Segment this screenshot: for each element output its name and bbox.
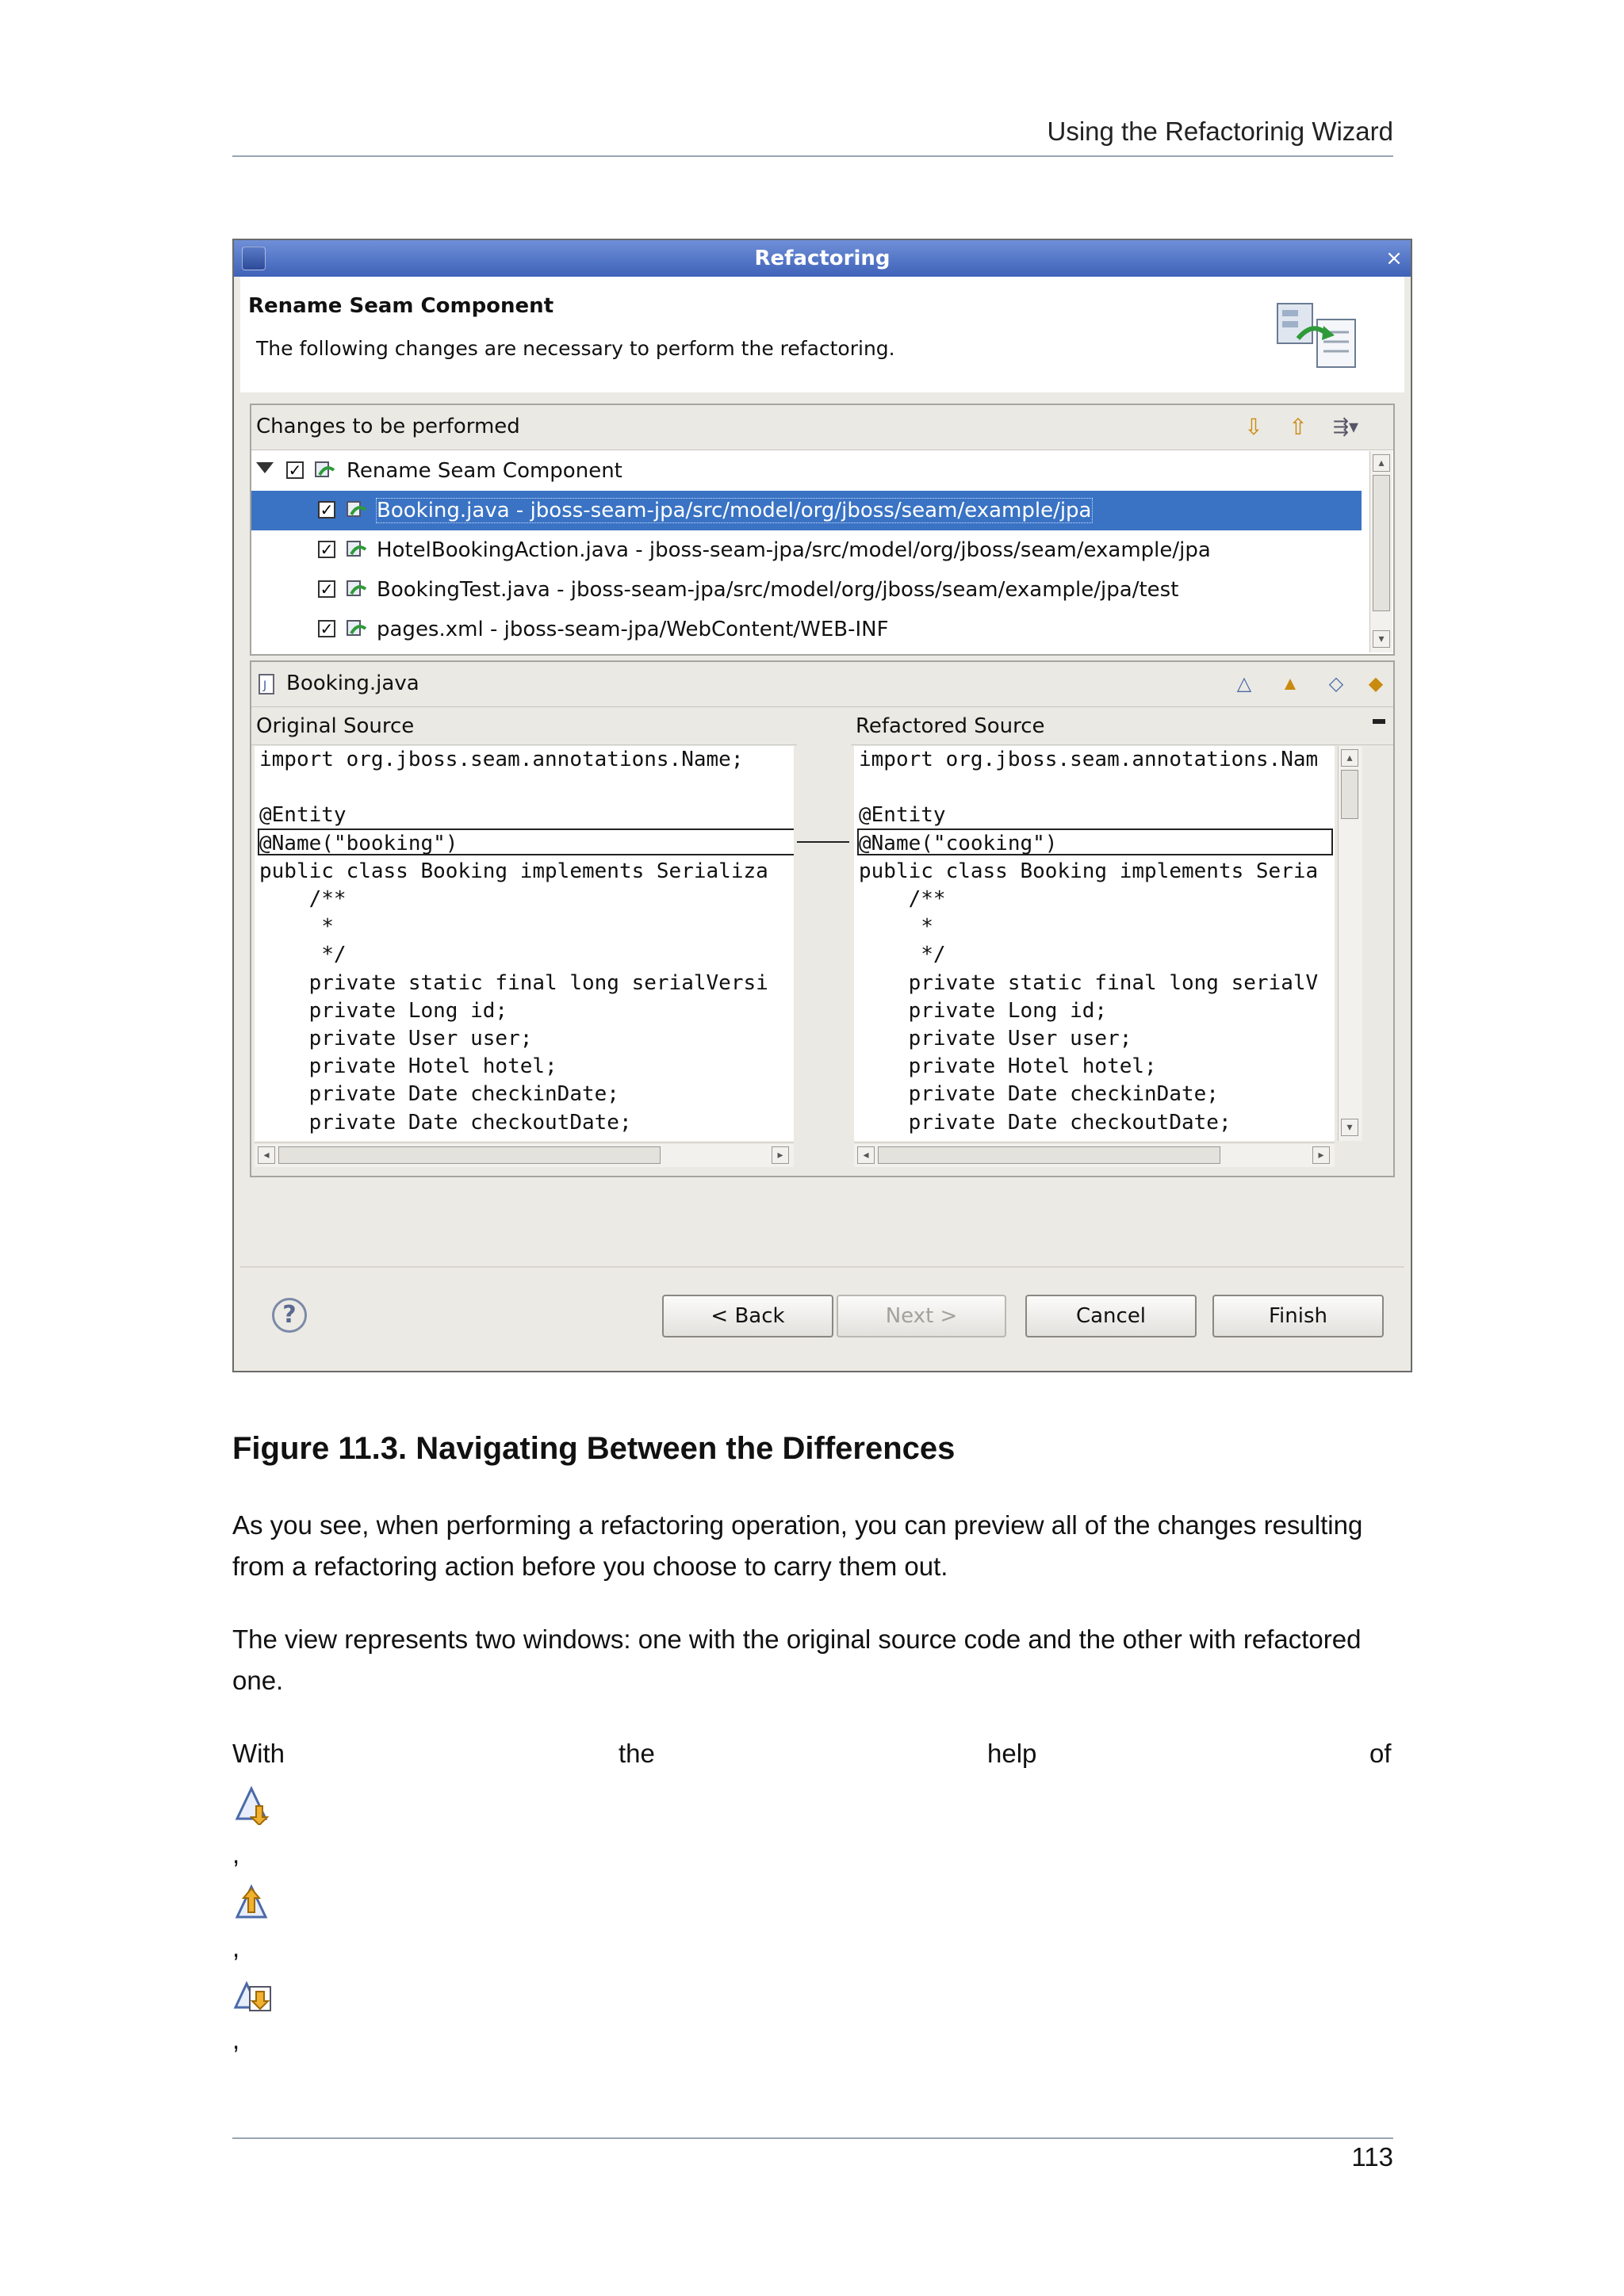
- original-source-label: Original Source: [256, 714, 415, 738]
- close-icon[interactable]: ×: [1385, 247, 1403, 270]
- diff-connector: [797, 841, 849, 843]
- code-line: private User user;: [259, 1027, 533, 1050]
- original-source-editor[interactable]: [255, 746, 794, 1141]
- scroll-thumb[interactable]: [1373, 475, 1390, 611]
- banner-title: Rename Seam Component: [248, 294, 554, 318]
- justified-word: the: [619, 1739, 655, 1768]
- refactored-source-header: [851, 708, 1393, 745]
- button-bar-separator: [240, 1266, 1404, 1268]
- finish-button[interactable]: Finish: [1212, 1295, 1384, 1337]
- scroll-left-icon[interactable]: ◂: [258, 1146, 275, 1164]
- original-source-header: [251, 708, 797, 745]
- header-rule: [232, 155, 1393, 157]
- scroll-right-icon[interactable]: ▸: [1312, 1146, 1330, 1164]
- code-line: *: [259, 915, 334, 939]
- next-change-nav-icon[interactable]: ◇: [1328, 673, 1344, 695]
- tree-item-label: BookingTest.java - jboss-seam-jpa/src/model/org/jboss/seam/example/jpa/test: [377, 578, 1179, 602]
- tree-item-hotelbookingaction[interactable]: [251, 530, 1362, 570]
- diff-gutter: [797, 746, 849, 1141]
- previous-difference-icon: [232, 1881, 275, 1923]
- tree-item-pages-xml[interactable]: [251, 610, 1362, 649]
- tree-item-label: pages.xml - jboss-seam-jpa/WebContent/WEB-INF: [377, 618, 889, 641]
- tree-item-bookingtest[interactable]: [251, 570, 1362, 610]
- original-hscroll[interactable]: [255, 1142, 794, 1167]
- scroll-thumb[interactable]: [878, 1146, 1220, 1164]
- code-line: @Name("cooking"): [859, 831, 1058, 855]
- tree-root-row[interactable]: [251, 451, 1362, 491]
- previous-change-icon[interactable]: ⇧: [1289, 415, 1308, 439]
- justified-word: With: [232, 1739, 285, 1768]
- code-line: private Long id;: [259, 998, 508, 1023]
- refactored-source-editor[interactable]: [854, 746, 1335, 1141]
- code-line: private Hotel hotel;: [859, 1054, 1157, 1079]
- code-line: @Entity: [859, 803, 946, 828]
- code-line: private User user;: [859, 1027, 1132, 1050]
- compare-file-header: [251, 662, 1393, 707]
- code-line: private Hotel hotel;: [259, 1054, 557, 1079]
- code-line: */: [859, 943, 946, 967]
- comma: ,: [232, 2025, 240, 2054]
- next-change-icon: [232, 1976, 275, 2019]
- code-line: private Long id;: [859, 998, 1108, 1023]
- scroll-thumb[interactable]: [1341, 770, 1358, 819]
- code-line: *: [859, 915, 933, 939]
- scroll-down-icon[interactable]: ▾: [1373, 630, 1390, 648]
- java-change-icon: [345, 578, 369, 600]
- code-line: private static final long serialV: [859, 970, 1319, 995]
- paragraph-two-windows: The view represents two windows: one with the original source code and the other with refactored one.: [232, 1624, 1362, 1695]
- diff-overview-marker[interactable]: [1373, 719, 1385, 724]
- code-line: @Name("booking"): [259, 831, 458, 855]
- code-line: private Date checkoutDate;: [259, 1110, 632, 1135]
- comma: ,: [232, 1933, 240, 1962]
- refactored-vscroll[interactable]: [1338, 746, 1362, 1141]
- java-file-icon: [258, 673, 277, 695]
- refactoring-dialog: [232, 239, 1412, 1372]
- justified-word: help: [987, 1739, 1037, 1768]
- tree-item-label: Booking.java - jboss-seam-jpa/src/model/org/jboss/seam/example/jpa: [377, 499, 1092, 522]
- compare-file-name: Booking.java: [286, 672, 419, 695]
- item-checkbox[interactable]: ✓: [318, 541, 335, 558]
- scroll-up-icon[interactable]: ▴: [1341, 749, 1358, 767]
- scroll-up-icon[interactable]: ▴: [1373, 454, 1390, 472]
- java-change-icon: [345, 538, 369, 561]
- tree-item-label: HotelBookingAction.java - jboss-seam-jpa/src/model/org/jboss/seam/example/jpa: [377, 538, 1211, 562]
- wizard-banner: [240, 277, 1404, 392]
- tree-scrollbar[interactable]: [1369, 451, 1392, 652]
- code-line: import org.jboss.seam.annotations.Name;: [259, 748, 744, 771]
- code-line: @Entity: [259, 803, 347, 828]
- code-line: public class Booking implements Serializa: [259, 859, 768, 883]
- item-checkbox[interactable]: ✓: [318, 620, 335, 637]
- code-line: private Date checkinDate;: [859, 1082, 1219, 1107]
- changes-tree: [251, 451, 1362, 652]
- code-line: /**: [259, 887, 347, 911]
- next-button[interactable]: Next >: [837, 1295, 1006, 1337]
- changes-panel: [250, 404, 1395, 656]
- previous-change-nav-icon[interactable]: ◆: [1368, 673, 1384, 695]
- help-icon[interactable]: ?: [272, 1298, 307, 1333]
- code-line: public class Booking implements Seria: [859, 859, 1319, 883]
- code-line: private Date checkoutDate;: [859, 1110, 1231, 1135]
- banner-description: The following changes are necessary to perform the refactoring.: [256, 337, 895, 360]
- code-line: private static final long serialVersi: [259, 970, 768, 995]
- changes-header-label: Changes to be performed: [256, 415, 520, 438]
- figure-caption: Figure 11.3. Navigating Between the Differences: [232, 1431, 956, 1466]
- back-button[interactable]: < Back: [662, 1295, 833, 1337]
- scroll-thumb[interactable]: [278, 1146, 661, 1164]
- refactored-hscroll[interactable]: [854, 1142, 1335, 1167]
- footer-rule: [232, 2137, 1393, 2139]
- item-checkbox[interactable]: ✓: [318, 501, 335, 519]
- cancel-button[interactable]: Cancel: [1025, 1295, 1197, 1337]
- changes-header: [251, 405, 1393, 450]
- code-line: /**: [859, 887, 946, 911]
- justified-word: of: [1369, 1739, 1392, 1768]
- tree-root-label: Rename Seam Component: [347, 459, 622, 483]
- tree-item-booking[interactable]: [251, 491, 1362, 530]
- next-difference-icon: [232, 1782, 275, 1825]
- dialog-title: Refactoring: [754, 247, 891, 270]
- root-checkbox[interactable]: ✓: [286, 461, 304, 479]
- scroll-left-icon[interactable]: ◂: [857, 1146, 875, 1164]
- xml-change-icon: [345, 618, 369, 640]
- previous-difference-icon[interactable]: ▲: [1281, 673, 1300, 695]
- filter-changes-icon[interactable]: ⇶▾: [1332, 416, 1359, 438]
- comma: ,: [232, 1839, 240, 1869]
- scroll-down-icon[interactable]: ▾: [1341, 1119, 1358, 1136]
- java-change-icon: [345, 499, 369, 521]
- compare-panel: [250, 660, 1395, 1177]
- refactor-wizard-icon: [1271, 297, 1366, 377]
- expand-toggle-icon[interactable]: [256, 462, 274, 473]
- code-line: import org.jboss.seam.annotations.Nam: [859, 748, 1319, 771]
- next-difference-icon[interactable]: △: [1236, 673, 1252, 695]
- code-line: */: [259, 943, 347, 967]
- next-change-icon[interactable]: ⇩: [1244, 415, 1263, 439]
- scroll-right-icon[interactable]: ▸: [772, 1146, 789, 1164]
- paragraph-preview: As you see, when performing a refactoring operation, you can preview all of the changes resulting from a refactoring action before you choose to carry them out.: [232, 1510, 1363, 1581]
- item-checkbox[interactable]: ✓: [318, 580, 335, 598]
- title-bar: [234, 240, 1411, 277]
- code-line: private Date checkinDate;: [259, 1082, 619, 1107]
- running-head: Using the Refactorinig Wizard: [1047, 117, 1393, 146]
- svg-text:J: J: [263, 679, 267, 692]
- seam-component-icon: [313, 459, 337, 481]
- refactored-source-label: Refactored Source: [856, 714, 1045, 738]
- page-number: 113: [1351, 2142, 1393, 2172]
